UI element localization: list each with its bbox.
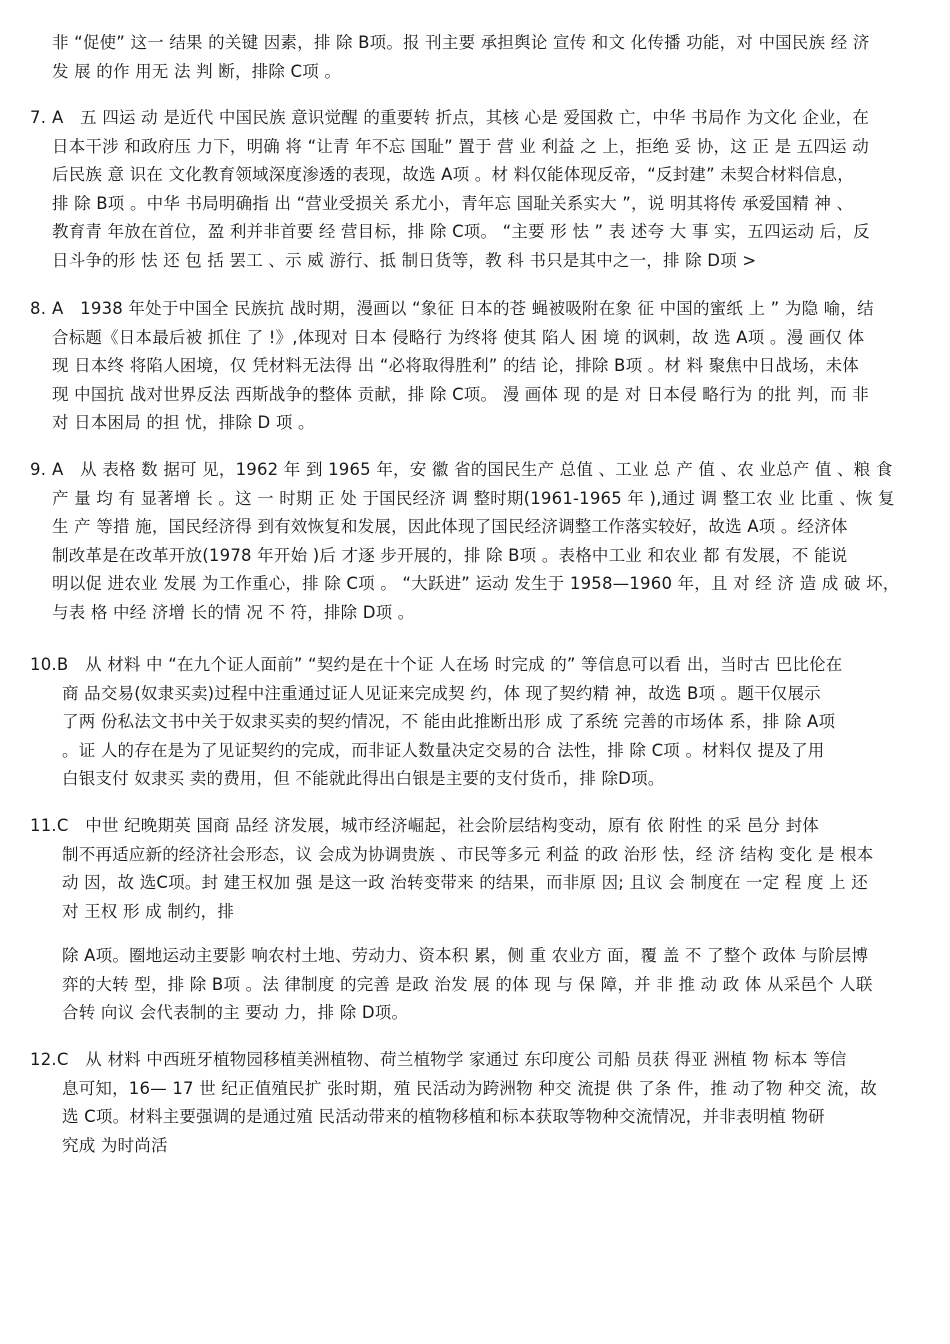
text-line: A 从 表格 数 据可 见，1962 年 到 1965 年，安 徽 省的国民生产 总值 、工业 总 产 值 、农 业总产 值 、粮 食	[52, 460, 893, 479]
text-line: 究成 为时尚活	[62, 1135, 168, 1155]
text-line: 。证 人的存在是为了见证契约的完成，而非证人数量决定交易的合 法性，排 除 C项 。材料仅 提及了用	[62, 740, 825, 760]
answer-11	[30, 812, 920, 926]
text-line: A 1938 年处于中国全 民族抗 战时期，漫画以 “象征 日本的苍 蝇被吸附在象 征 中国的蜜纸 上 ” 为隐 喻，结	[52, 299, 874, 318]
answer-number: 10.	[30, 655, 57, 674]
text-line: 息可知，16— 17 世 纪正值殖民扩 张时期，殖 民活动为跨洲物 种交 流提 供 了条 件，推 动了物 种交 流，故	[62, 1078, 877, 1098]
text-line: A 五 四运 动 是近代 中国民族 意识觉醒 的重要转 折点，其核 心是 爱国救 亡，中华 书局作 为文化 企业，在	[52, 108, 870, 127]
text-line: B 从 材料 中 “在九个证人面前” “契约是在十个证 人在场 时完成 的” 等信息可以看 出，当时古 巴比伦在	[56, 655, 843, 674]
text-line: 对 日本困局 的担 忧，排除 D 项 。	[52, 413, 315, 433]
answer-9	[30, 456, 920, 628]
text-line: 产 量 均 有 显著增 长 。这 一 时期 正 处 于国民经济 调 整时期(1961-1965 年 ),通过 调 整工农 业 比重 、恢 复	[52, 488, 895, 508]
text-line: 对 王权 形 成 制约，排	[62, 901, 235, 921]
answer-number: 7.	[30, 108, 47, 127]
text-line: 发 展 的作 用无 法 判 断，排除 C项 。	[52, 61, 342, 81]
answer-number: 11.	[30, 816, 57, 835]
answer-8	[30, 295, 920, 438]
text-line: C 从 材料 中西班牙植物园移植美洲植物、荷兰植物学 家通过 东印度公 司船 员获 得亚 洲植 物 标本 等信	[56, 1050, 847, 1069]
text-line: 与表 格 中经 济增 长的情 况 不 符，排除 D项 。	[52, 602, 415, 622]
answer-number: 9.	[30, 460, 47, 479]
text-line: 日斗争的形 怯 还 包 括 罢工 、示 威 游行、抵 制日货等，教 科 书只是其中之一，排 除 D项 >	[52, 250, 757, 270]
text-line: 教育青 年放在首位，盈 利并非首要 经 营目标，排 除 C项。 “主要 形 怯 ” 表 述夸 大 事 实，五四运动 后，反	[52, 222, 870, 242]
text-line: 除 A项。圈地运动主要影 响农村土地、劳动力、资本积 累，侧 重 农业方 面，覆 盖 不 了整个 政体 与阶层博	[62, 946, 869, 965]
text-line: 合标题《日本最后被 抓住 了 !》,体现对 日本 侵略行 为终将 使其 陷人 困 境 的讽刺，故 选 A项 。漫 画仅 体	[52, 327, 865, 347]
text-line: 白银支付 奴隶买 卖的费用，但 不能就此得出白银是主要的支付货币，排 除D项。	[62, 769, 665, 789]
answer-12	[30, 1046, 920, 1160]
answer-number: 8.	[30, 299, 47, 318]
text-line: 选 C项。材料主要强调的是通过殖 民活动带来的植物移植和标本获取等物种交流情况，并非表明植 物研	[62, 1107, 825, 1127]
text-line: 现 日本终 将陷人困境，仅 凭材料无法得 出 “必将取得胜利” 的结 论，排除 B项 。材 料 聚焦中日战场，未体	[52, 356, 860, 376]
text-line: 生 产 等措 施，国民经济得 到有效恢复和发展，因此体现了国民经济调整工作落实较好，故选 A项 。经济体	[52, 517, 848, 537]
text-line: 排 除 B项 。中华 书局明确指 出 “营业受损关 系尤小，青年忘 国耻关系实大 ”，说 明其将传 承爱国精 神 、	[52, 193, 854, 213]
answer-10	[30, 651, 920, 794]
answer-number: 12.	[30, 1050, 57, 1069]
text-line: 合转 向议 会代表制的主 要动 力，排 除 D项。	[62, 1003, 409, 1023]
text-line: C 中世 纪晚期英 国商 品经 济发展，城市经济崛起，社会阶层结构变动，原有 依 附性 的采 邑分 封体	[56, 816, 819, 835]
text-line: 制不再适应新的经济社会形态，议 会成为协调贵族 、市民等多元 利益 的政 治形 怯，经 济 结构 变化 是 根本	[62, 844, 874, 864]
text-line: 制改革是在改革开放(1978 年开始 )后 才逐 步开展的，排 除 B项 。表格中工业 和农业 都 有发展，不 能说	[52, 545, 848, 565]
answer-6-continuation	[30, 29, 920, 86]
text-line: 商 品交易(奴隶买卖)过程中注重通过证人见证来完成契 约，体 现了契约精 神，故选 B项 。题干仅展示	[62, 683, 821, 703]
text-line: 非 “促使” 这一 结果 的关键 因素，排 除 B项。报 刊主要 承担舆论 宣传 和文 化传播 功能，对 中国民族 经 济	[52, 33, 870, 52]
text-line: 明以促 进农业 发展 为工作重心，排 除 C项 。 “大跃进” 运动 发生于 1958—1960 年，且 对 经 济 造 成 破 坏，	[52, 574, 900, 594]
text-line: 动 因，故 选C项。封 建王权加 强 是这一政 治转变带来 的结果，而非原 因; 且议 会 制度在 一定 程 度 上 还	[62, 873, 868, 893]
text-line: 现 中国抗 战对世界反法 西斯战争的整体 贡献，排 除 C项。 漫 画体 现 的是 对 日本侵 略行为 的批 判，而 非	[52, 384, 869, 404]
text-line: 后民族 意 识在 文化教育领域深度渗透的表现，故选 A项 。材 料仅能体现反帝，“反封建” 未契合材料信息，	[52, 165, 854, 185]
text-line: 了两 份私法文书中关于奴隶买卖的契约情况，不 能由此推断出形 成 了系统 完善的市场体 系，排 除 A项	[62, 712, 836, 732]
text-line: 日本干涉 和政府压 力下，明确 将 “让青 年不忘 国耻” 置于 营 业 利益 之 上，拒绝 妥 协，这 正 是 五四运 动	[52, 136, 869, 156]
text-line: 弈的大转 型，排 除 B项 。法 律制度 的完善 是政 治发 展 的体 现 与 保 障，并 非 推 动 政 体 从采邑个 人联	[62, 974, 873, 994]
answer-7	[30, 104, 920, 276]
answer-11-continuation	[30, 942, 920, 1028]
